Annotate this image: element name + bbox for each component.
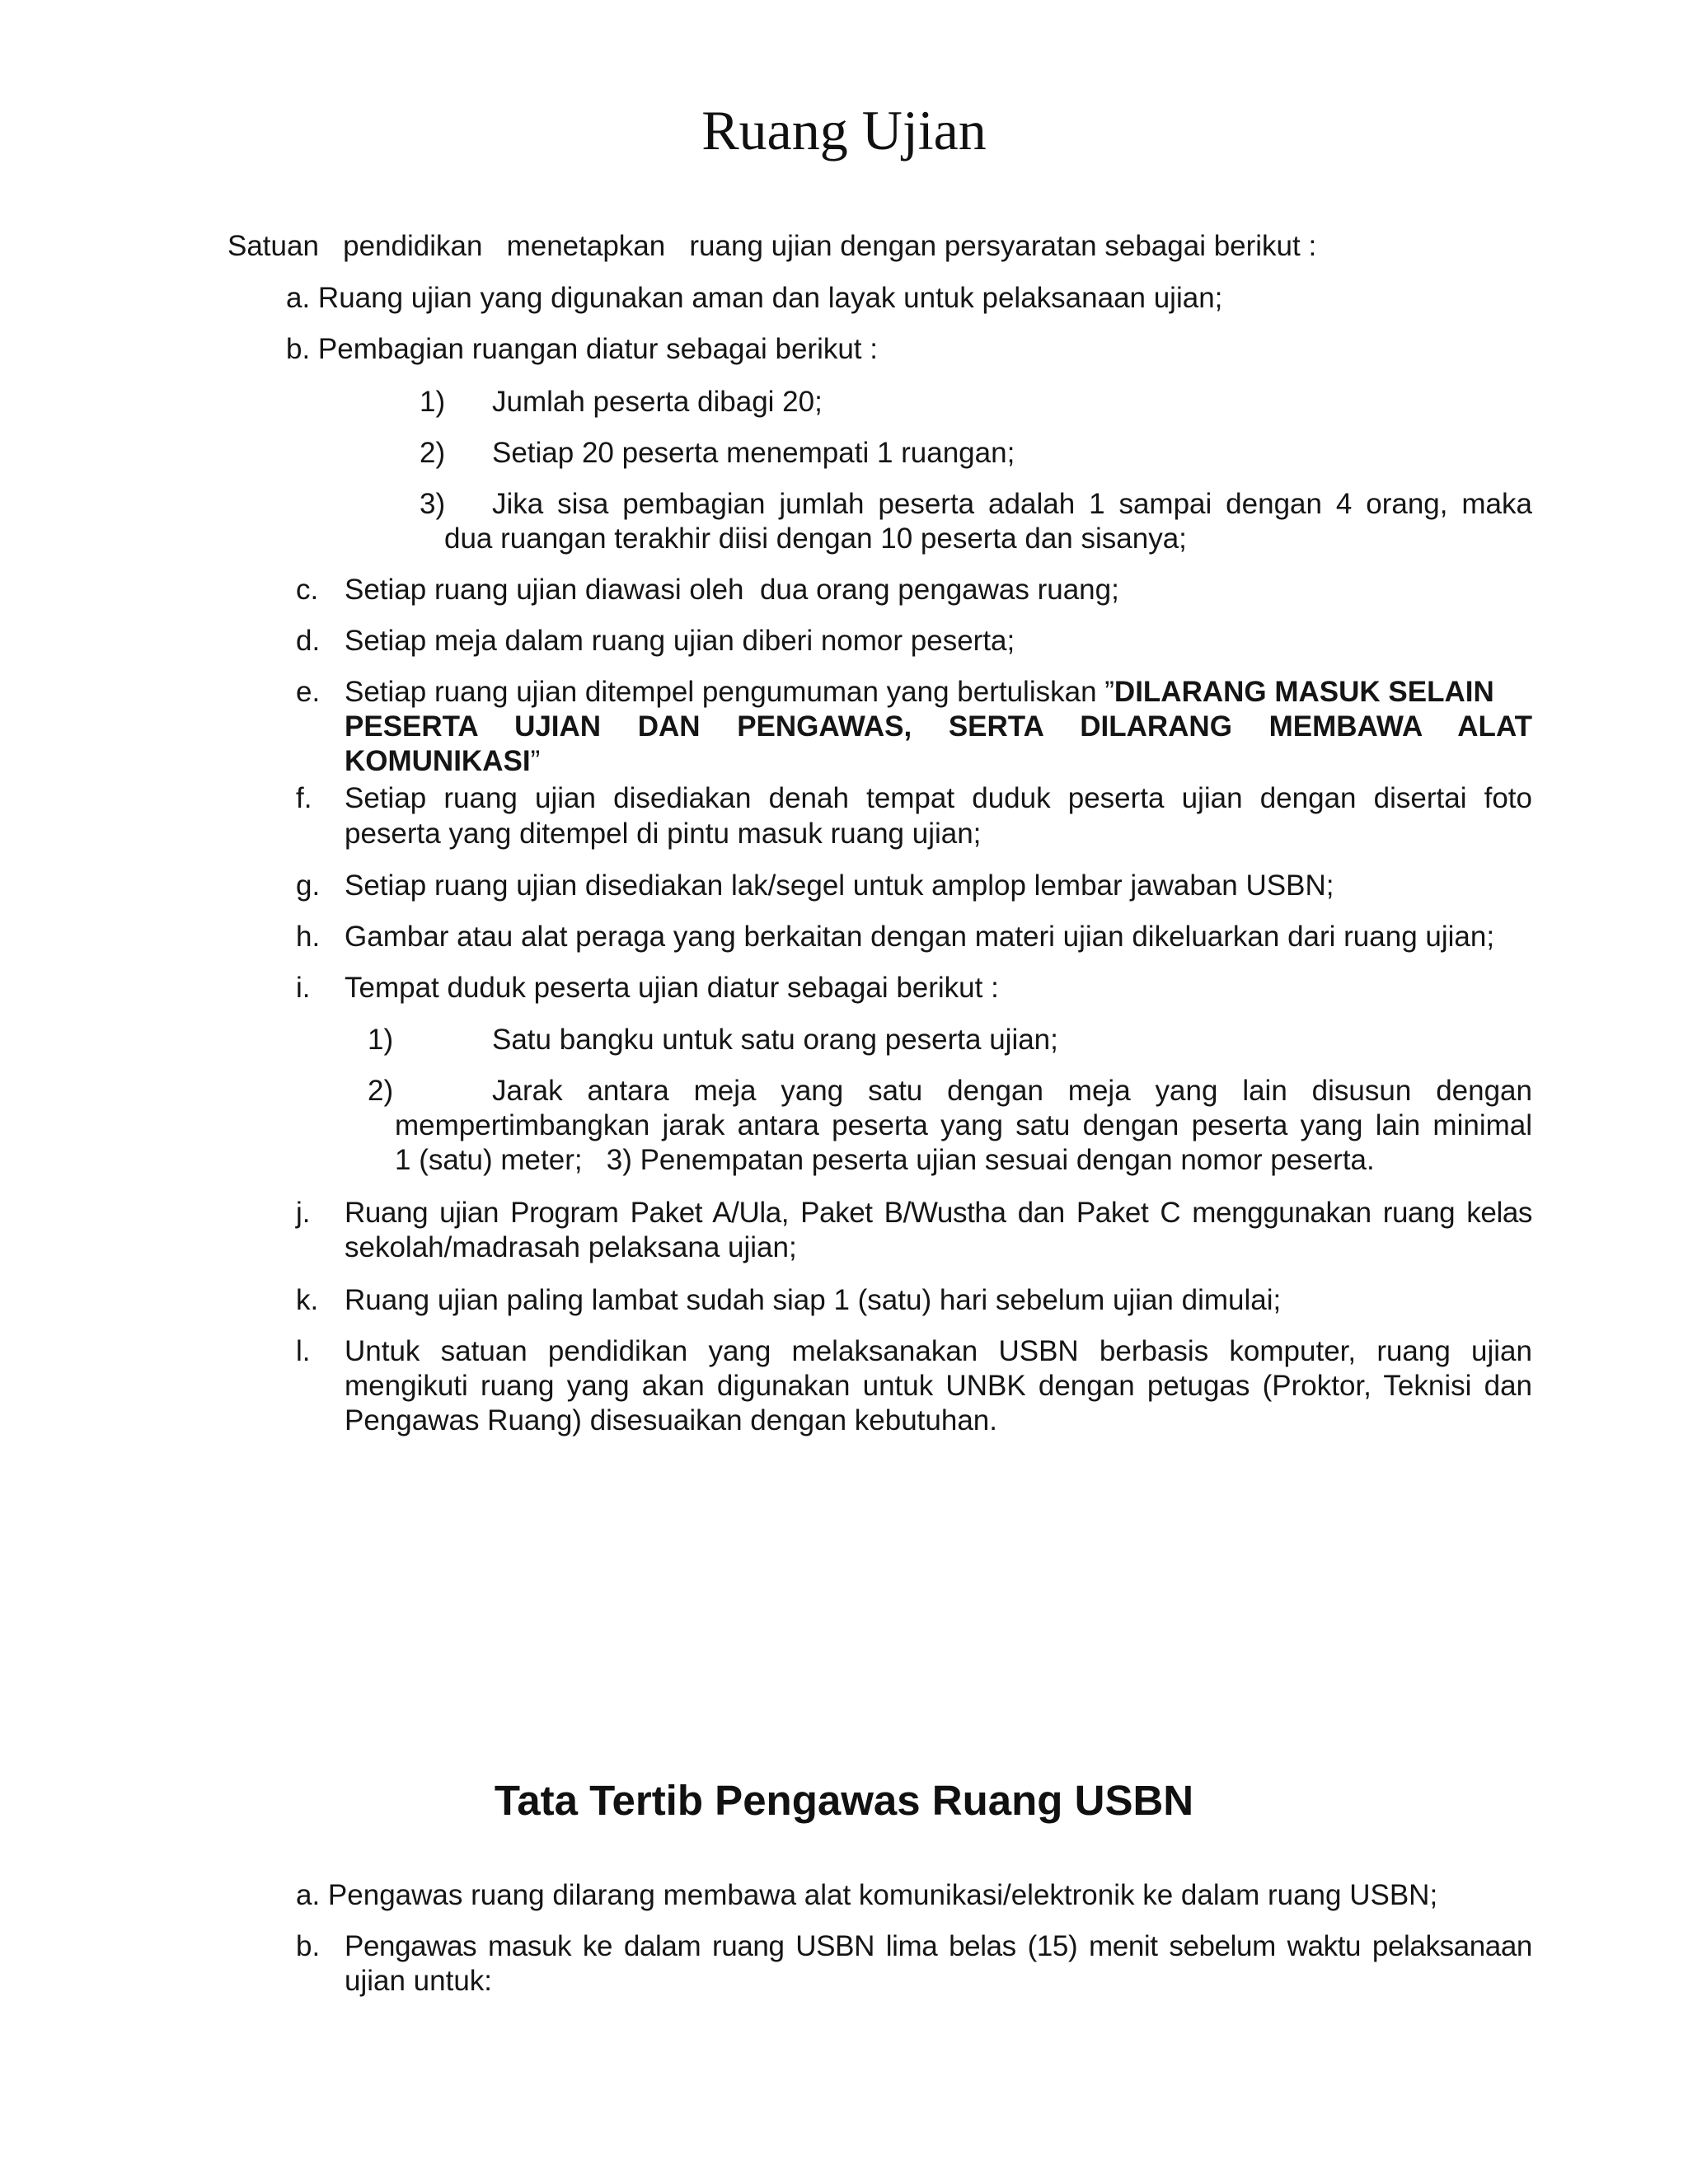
item-e-line3-bold: KOMUNIKASI — [345, 745, 531, 777]
item-e-marker: e. — [296, 676, 321, 708]
item-e-line3 — [345, 743, 540, 780]
item-c-text: Setiap ruang ujian diawasi oleh dua orang pengawas ruang; — [345, 574, 1119, 606]
s2-item-a: a. Pengawas ruang dilarang membawa alat komunikasi/elektronik ke dalam ruang USBN; — [296, 1879, 1438, 1911]
i-sub-1-text: Satu bangku untuk satu orang peserta ujian; — [492, 1024, 1058, 1056]
item-a: a. Ruang ujian yang digunakan aman dan layak untuk pelaksanaan ujian; — [286, 282, 1223, 314]
item-i-text: Tempat duduk peserta ujian diatur sebagai berikut : — [345, 972, 999, 1004]
item-j-line1: Ruang ujian Program Paket A/Ula, Paket B/Wustha dan Paket C menggunakan ruang kelas — [345, 1197, 1532, 1229]
i-sub-2-marker: 2) — [368, 1075, 394, 1107]
item-e-line2: PESERTA UJIAN DAN PENGAWAS, SERTA DILARANG MEMBAWA ALAT — [345, 710, 1532, 743]
item-d-text: Setiap meja dalam ruang ujian diberi nomor peserta; — [345, 625, 1015, 657]
item-e-line1-plain: Setiap ruang ujian ditempel pengumuman yang bertuliskan ” — [345, 676, 1114, 708]
item-f-line2: peserta yang ditempel di pintu masuk ruang ujian; — [345, 818, 982, 850]
item-g-text: Setiap ruang ujian disediakan lak/segel untuk amplop lembar jawaban USBN; — [345, 869, 1334, 902]
item-k-text: Ruang ujian paling lambat sudah siap 1 (satu) hari sebelum ujian dimulai; — [345, 1284, 1282, 1316]
item-f-marker: f. — [296, 782, 312, 814]
b-sub-2-marker: 2) — [420, 437, 446, 469]
section-title-ruang-ujian: Ruang Ujian — [701, 99, 987, 162]
item-e-line1-bold: DILARANG MASUK SELAIN — [1114, 676, 1494, 708]
i-sub-2-line1: Jarak antara meja yang satu dengan meja yang lain disusun dengan — [492, 1075, 1532, 1107]
item-c-marker: c. — [296, 574, 319, 606]
item-b: b. Pembagian ruangan diatur sebagai berikut : — [286, 333, 878, 365]
b-sub-1-marker: 1) — [420, 386, 446, 418]
b-sub-3-text: Jika sisa pembagian jumlah peserta adalah 1 sampai dengan 4 orang, maka — [492, 488, 1532, 520]
item-l-marker: l. — [296, 1335, 311, 1367]
item-d-marker: d. — [296, 625, 321, 657]
i-sub-2-line3: 1 (satu) meter; 3) Penempatan peserta ujian sesuai dengan nomor peserta. — [395, 1144, 1375, 1176]
section-title-tata-tertib: Tata Tertib Pengawas Ruang USBN — [494, 1777, 1194, 1824]
s2-item-b-line2: ujian untuk: — [345, 1965, 493, 1997]
item-j-line2: sekolah/madrasah pelaksana ujian; — [345, 1231, 797, 1263]
b-sub-1-text: Jumlah peserta dibagi 20; — [492, 386, 823, 418]
b-sub-3-continuation: dua ruangan terakhir diisi dengan 10 peserta dan sisanya; — [444, 523, 1187, 555]
item-l-line2: mengikuti ruang yang akan digunakan untuk UNBK dengan petugas (Proktor, Teknisi dan — [345, 1370, 1532, 1402]
item-e-line3-plain: ” — [530, 745, 541, 777]
b-sub-3-marker: 3) — [420, 488, 446, 520]
item-j-marker: j. — [296, 1197, 311, 1229]
s2-item-b-marker: b. — [296, 1930, 321, 1962]
item-k-marker: k. — [296, 1284, 319, 1316]
intro-text: Satuan pendidikan menetapkan ruang ujian dengan persyaratan sebagai berikut : — [227, 230, 1317, 262]
item-l-line1: Untuk satuan pendidikan yang melaksanakan USBN berbasis komputer, ruang ujian — [345, 1335, 1532, 1367]
item-h-marker: h. — [296, 921, 321, 953]
item-l-line3: Pengawas Ruang) disesuaikan dengan kebutuhan. — [345, 1404, 997, 1436]
item-f-line1: Setiap ruang ujian disediakan denah tempat duduk peserta ujian dengan disertai foto — [345, 782, 1532, 814]
item-h-text: Gambar atau alat peraga yang berkaitan dengan materi ujian dikeluarkan dari ruang ujian; — [345, 921, 1495, 953]
item-e-line1 — [345, 674, 1494, 710]
i-sub-1-marker: 1) — [368, 1024, 394, 1056]
item-i-marker: i. — [296, 972, 311, 1004]
i-sub-2-line2: mempertimbangkan jarak antara peserta yang satu dengan peserta yang lain minimal — [395, 1109, 1532, 1141]
b-sub-2-text: Setiap 20 peserta menempati 1 ruangan; — [492, 437, 1015, 469]
item-g-marker: g. — [296, 869, 321, 902]
s2-item-b-line1: Pengawas masuk ke dalam ruang USBN lima belas (15) menit sebelum waktu pelaksanaan — [345, 1930, 1532, 1962]
